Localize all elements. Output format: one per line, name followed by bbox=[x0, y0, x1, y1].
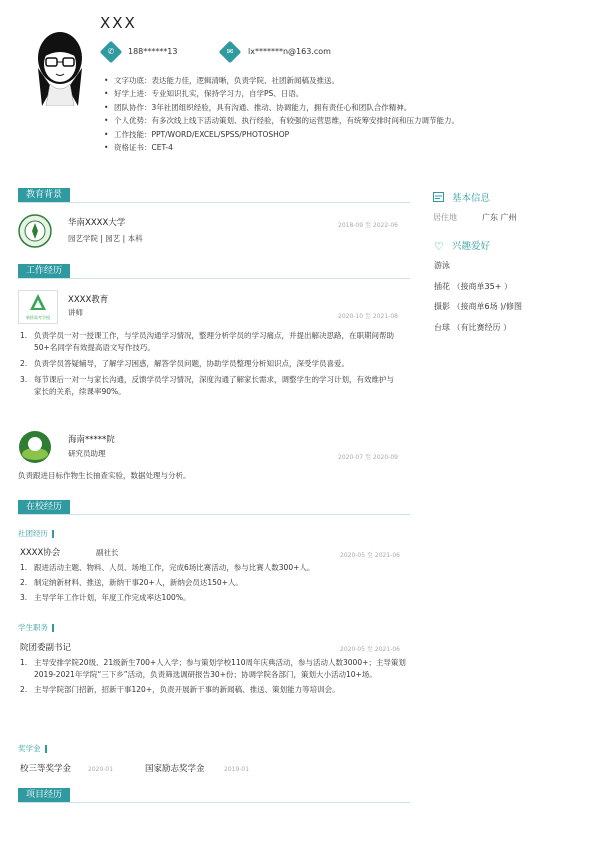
award-name: 校三等奖学金 bbox=[20, 764, 72, 774]
job-duties-list bbox=[20, 330, 400, 398]
cadre-date: 2020-05 至 2021-06 bbox=[340, 646, 400, 653]
job-org: 海南*****院 bbox=[68, 435, 115, 445]
summary-item: • 文字功底：表达能力佳，逻辑清晰，负责学院、社团新闻稿及推送。 bbox=[106, 74, 576, 87]
duty-text: 负责学员答疑辅导，了解学习困惑，解答学员问题，协助学员整理分析知识点，深受学员喜爱。 bbox=[34, 359, 349, 368]
duty-text: 负责学员一对一授课工作，与学员沟通学习情况，整理分析学员的学习痛点，并提出解决思路，在职期间帮助50+名同学有效提高语文写作技巧。 bbox=[34, 331, 394, 352]
hobby-item: 插花 （接商单35+ ） bbox=[434, 282, 512, 291]
divider bbox=[18, 202, 410, 203]
duty-text: 主导学年工作计划，年度工作完成率达100%。 bbox=[34, 593, 191, 602]
award-name: 国家励志奖学金 bbox=[145, 764, 205, 774]
awards-subtitle bbox=[18, 743, 47, 754]
hobbies-title: 兴趣爱好 bbox=[452, 241, 491, 252]
duty-text: 跟进活动主题、物料、人员、场地工作，完成6场比赛活动，参与比赛人数300+人。 bbox=[34, 563, 315, 572]
cadre-org: 院团委副书记 bbox=[20, 643, 72, 653]
basic-info-title: 基本信息 bbox=[452, 193, 491, 204]
residence-value: 广东 广州 bbox=[482, 213, 517, 222]
award-date: 2020-01 bbox=[88, 766, 114, 773]
list-item: 2. 负责学员答疑辅导，了解学习困惑，解答学员问题，协助学员整理分析知识点，深受学员喜爱。 bbox=[20, 359, 349, 368]
cadre-subtitle bbox=[18, 622, 54, 633]
list-item: 2. 制定纳新材料、推送，新纳干事20+人，新纳会员达150+人。 bbox=[20, 578, 243, 587]
mail-icon: ✉ bbox=[219, 41, 242, 64]
list-item: 1. 负责学员一对一授课工作，与学员沟通学习情况，整理分析学员的学习痛点，并提出解决思路，在职期间帮助50+名同学有效提高语文写作技巧。 bbox=[20, 331, 394, 352]
institute-logo bbox=[18, 430, 52, 464]
list-item: 1. 跟进活动主题、物料、人员、场地工作，完成6场比赛活动，参与比赛人数300+人。 bbox=[20, 563, 315, 572]
duty-text: 主导学院部门招新，招新干事120+，负责开展新干事的新闻稿、推送、策划能力等培训会。 bbox=[34, 685, 340, 694]
subtitle-bar bbox=[52, 530, 54, 538]
email-address: lx*******n@163.com bbox=[248, 47, 331, 56]
awards-subtitle-text: 奖学金 bbox=[18, 744, 41, 753]
list-item: 1. 主导安排学院20级、21级新生700+人入学；参与策划学校110周年庆典活动，参与活动人数3000+；主导策划2019-2021年学院“三下乡”活动，负责筛选调研报告30+份；协调学院各部门，策划大小活动10+场。 bbox=[20, 658, 406, 679]
company-logo bbox=[18, 290, 58, 324]
id-card-icon bbox=[433, 192, 444, 202]
candidate-name: XXX bbox=[100, 14, 137, 32]
subtitle-bar bbox=[52, 624, 54, 632]
residence-label: 居住地 bbox=[433, 213, 457, 222]
avatar bbox=[28, 28, 92, 106]
company-logo-text: 新桥高考学校 bbox=[26, 315, 50, 320]
award-date: 2019-01 bbox=[224, 766, 250, 773]
summary-list bbox=[106, 74, 576, 154]
heart-icon: ♡ bbox=[434, 240, 444, 253]
job-role: 研究员助理 bbox=[68, 449, 106, 458]
divider bbox=[18, 802, 410, 803]
phone-icon: ✆ bbox=[100, 41, 123, 64]
club-duties-list bbox=[20, 562, 410, 604]
summary-item: • 资格证书：CET-4 bbox=[106, 141, 576, 154]
hobby-item: 摄影 （接商单6场 )/修图 bbox=[434, 302, 522, 311]
summary-item: • 好学上进：专业知识扎实，保持学习力，自学PS、日语。 bbox=[106, 87, 576, 100]
company-logo-mark bbox=[19, 291, 57, 313]
cadre-subtitle-text: 学生职务 bbox=[18, 623, 48, 632]
club-subtitle-text: 社团经历 bbox=[18, 529, 48, 538]
divider bbox=[18, 278, 410, 279]
education-date: 2018-09 至 2022-06 bbox=[338, 222, 398, 229]
job-description: 负责跟进目标作物生长抽查实验，数据处理与分析。 bbox=[18, 471, 191, 480]
summary-item: • 个人优势：有多次线上线下活动策划、执行经验，有较强的运营思维，有统筹安排时间和压力调节能力。 bbox=[106, 114, 576, 127]
club-org: XXXX协会 bbox=[20, 548, 61, 558]
hobby-item: 台球 （有比赛经历 ） bbox=[434, 323, 512, 332]
club-subtitle bbox=[18, 528, 54, 539]
duty-text: 每节课后一对一与家长沟通，反馈学员学习情况，深度沟通了解家长需求，调整学生的学习计划，有效维护与家长的关系，续课率90%。 bbox=[34, 375, 394, 396]
work-section-title: 工作经历 bbox=[18, 264, 70, 278]
summary-item: • 团队协作：3年社团组织经验，具有沟通、推动、协调能力，拥有责任心和团队合作精神。 bbox=[106, 101, 576, 114]
education-section-title: 教育背景 bbox=[18, 188, 70, 202]
hobby-item: 游泳 bbox=[434, 261, 450, 270]
projects-section-title: 项目经历 bbox=[18, 788, 70, 802]
list-item: 3. 每节课后一对一与家长沟通，反馈学员学习情况，深度沟通了解家长需求，调整学生的学习计划，有效维护与家长的关系，续课率90%。 bbox=[20, 375, 394, 396]
job-role: 讲师 bbox=[68, 308, 83, 317]
list-item: 3. 主导学年工作计划，年度工作完成率达100%。 bbox=[20, 593, 191, 602]
duty-text: 制定纳新材料、推送，新纳干事20+人，新纳会员达150+人。 bbox=[34, 578, 243, 587]
summary-item: • 工作技能：PPT/WORD/EXCEL/SPSS/PHOTOSHOP bbox=[106, 128, 576, 141]
subtitle-bar bbox=[45, 745, 47, 753]
duty-text: 主导安排学院20级、21级新生700+人入学；参与策划学校110周年庆典活动，参与活动人数3000+；主导策划2019-2021年学院“三下乡”活动，负责筛选调研报告30+份；协调学院各部门，策划大小活动10+场。 bbox=[34, 658, 406, 679]
school-logo bbox=[18, 214, 52, 248]
club-date: 2020-05 至 2021-06 bbox=[340, 552, 400, 559]
campus-section-title: 在校经历 bbox=[18, 500, 70, 514]
list-item: 2. 主导学院部门招新，招新干事120+，负责开展新干事的新闻稿、推送、策划能力等培训会。 bbox=[20, 685, 340, 694]
school-detail: 园艺学院 | 园艺 | 本科 bbox=[68, 234, 143, 243]
job-org: XXXX教育 bbox=[68, 295, 109, 305]
divider bbox=[18, 514, 410, 515]
phone-number: 188******13 bbox=[128, 47, 178, 56]
cadre-duties-list bbox=[20, 657, 410, 696]
job-date: 2020-07 至 2020-09 bbox=[338, 454, 398, 461]
school-name: 华南XXXX大学 bbox=[68, 218, 126, 228]
club-role: 副社长 bbox=[96, 548, 119, 557]
job-date: 2020-10 至 2021-08 bbox=[338, 313, 398, 320]
